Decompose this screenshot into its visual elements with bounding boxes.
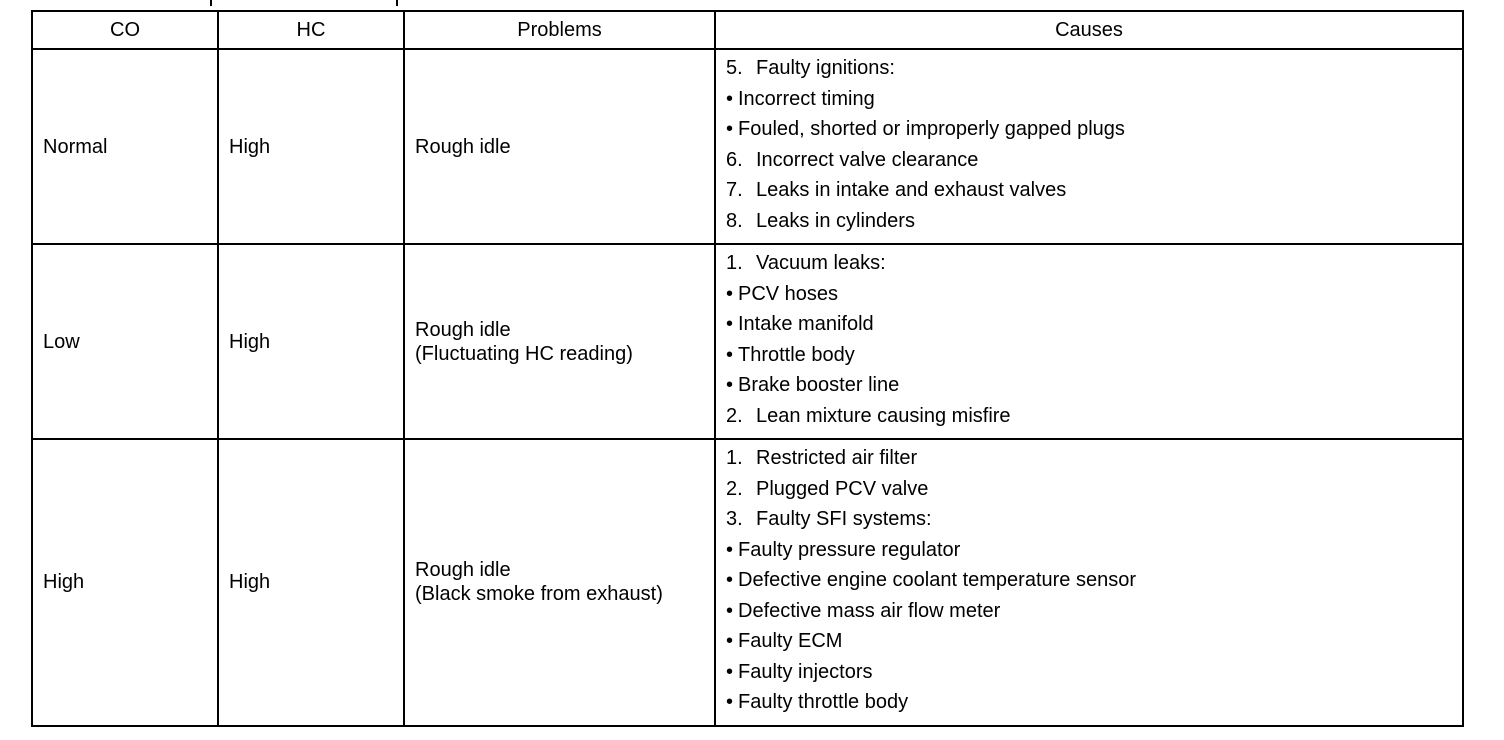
bullet-icon: •	[726, 691, 734, 713]
cause-numbered-item	[726, 56, 1462, 87]
cause-number: 1.	[726, 252, 743, 274]
cause-numbered-item	[726, 251, 1462, 282]
bullet-icon: •	[726, 660, 734, 683]
cause-bullet-item	[726, 343, 1462, 374]
co-cell: Normal	[32, 49, 218, 244]
hc-cell: High	[218, 49, 404, 244]
cause-bullet-item	[726, 690, 1462, 721]
cause-text: Defective engine coolant temperature sensor	[738, 569, 1137, 591]
cause-bullet-item	[726, 629, 1462, 660]
cause-bullet-item	[726, 87, 1462, 118]
cause-numbered-item	[726, 404, 1462, 435]
cause-text: Faulty ignitions:	[756, 57, 895, 79]
hc-cell: High	[218, 244, 404, 439]
table-top-border-fragment	[210, 0, 218, 6]
header-hc: HC	[218, 11, 404, 49]
causes-cell	[715, 244, 1463, 439]
cause-text: Leaks in cylinders	[756, 209, 915, 232]
table-header-row	[32, 11, 1463, 49]
cause-number: 2.	[726, 404, 743, 427]
cause-number: 7.	[726, 179, 743, 201]
table-row	[32, 439, 1463, 726]
cause-text: Leaks in intake and exhaust valves	[756, 179, 1067, 201]
causes-cell	[715, 439, 1463, 726]
cause-numbered-item	[726, 477, 1462, 508]
co-cell: Low	[32, 244, 218, 439]
cause-text: Throttle body	[738, 343, 855, 366]
cause-text: Faulty pressure regulator	[738, 538, 961, 561]
cause-numbered-item	[726, 148, 1462, 179]
bullet-icon: •	[726, 343, 734, 366]
cause-text: Incorrect timing	[738, 87, 875, 110]
header-causes: Causes	[715, 11, 1463, 49]
problem-line: Rough idle	[415, 318, 511, 341]
cause-bullet-item	[726, 282, 1462, 313]
cause-numbered-item	[726, 178, 1462, 209]
cause-text: Lean mixture causing misfire	[756, 404, 1011, 427]
bullet-icon: •	[726, 282, 734, 305]
table-row	[32, 49, 1463, 244]
table-body	[32, 49, 1463, 726]
header-co: CO	[32, 11, 218, 49]
diagnosis-table	[31, 10, 1464, 727]
cause-numbered-item	[726, 507, 1462, 538]
cause-bullet-item	[726, 568, 1462, 599]
problem-cell	[404, 439, 715, 726]
cause-number: 5.	[726, 57, 743, 79]
cause-number: 2.	[726, 477, 743, 500]
cause-text: Plugged PCV valve	[756, 477, 929, 500]
cause-number: 8.	[726, 209, 743, 232]
cause-bullet-item	[726, 117, 1462, 148]
table-row	[32, 244, 1463, 439]
cause-text: Faulty SFI systems:	[756, 508, 932, 530]
hc-cell: High	[218, 439, 404, 726]
bullet-icon: •	[726, 118, 734, 140]
cause-bullet-item	[726, 312, 1462, 343]
cause-bullet-item	[726, 599, 1462, 630]
cause-text: Faulty throttle body	[738, 691, 909, 713]
bullet-icon: •	[726, 630, 734, 652]
cause-bullet-item	[726, 538, 1462, 569]
cause-text: PCV hoses	[738, 282, 839, 305]
cause-numbered-item	[726, 446, 1462, 477]
cause-numbered-item	[726, 209, 1462, 240]
bullet-icon: •	[726, 569, 734, 591]
bullet-icon: •	[726, 313, 734, 335]
problem-line: Rough idle	[415, 135, 511, 158]
problem-line: (Fluctuating HC reading)	[415, 342, 633, 365]
cause-bullet-item	[726, 660, 1462, 691]
bullet-icon: •	[726, 538, 734, 561]
problem-cell	[404, 244, 715, 439]
bullet-icon: •	[726, 374, 734, 396]
causes-cell	[715, 49, 1463, 244]
cause-number: 1.	[726, 447, 743, 469]
cause-text: Brake booster line	[738, 374, 900, 396]
cause-number: 3.	[726, 508, 743, 530]
cause-text: Intake manifold	[738, 313, 874, 335]
problem-line: (Black smoke from exhaust)	[415, 583, 663, 606]
cause-text: Defective mass air flow meter	[738, 599, 1001, 622]
cause-text: Fouled, shorted or improperly gapped plugs	[738, 118, 1125, 140]
problem-line: Rough idle	[415, 559, 511, 582]
bullet-icon: •	[726, 599, 734, 622]
co-cell: High	[32, 439, 218, 726]
cause-bullet-item	[726, 373, 1462, 404]
cause-text: Faulty injectors	[738, 660, 873, 683]
cause-text: Faulty ECM	[738, 630, 843, 652]
problem-cell	[404, 49, 715, 244]
cause-number: 6.	[726, 148, 743, 171]
cause-text: Restricted air filter	[756, 447, 918, 469]
cause-text: Incorrect valve clearance	[756, 148, 979, 171]
header-problems: Problems	[404, 11, 715, 49]
bullet-icon: •	[726, 87, 734, 110]
cause-text: Vacuum leaks:	[756, 252, 886, 274]
table-top-border-fragment	[396, 0, 404, 6]
